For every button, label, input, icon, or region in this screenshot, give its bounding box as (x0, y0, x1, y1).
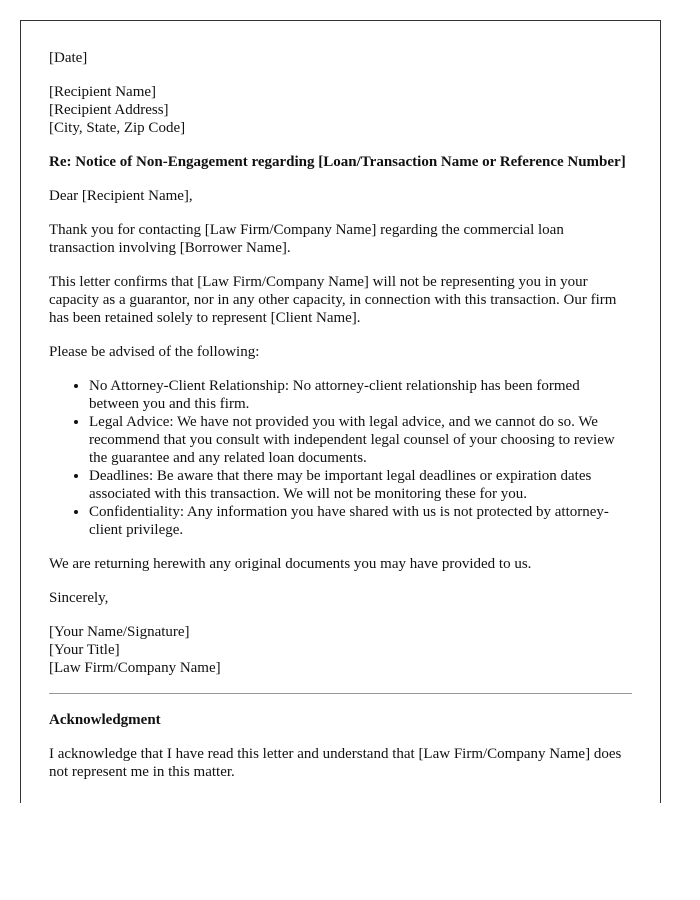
divider (49, 693, 632, 694)
closing: Sincerely, (49, 590, 109, 606)
advisory-intro: Please be advised of the following: (49, 344, 260, 360)
confirmation-paragraph: This letter confirms that [Law Firm/Company Name] will not be representing you in your capacity as a guarantor, nor in any other capacity, in connection with this transaction. Our firm has been retained solely to represent [Client Name]. (49, 274, 617, 326)
list-item: • Legal Advice: We have not provided you with legal advice, and we cannot do so. We recommend that you consult with independent legal counsel of your choosing to review the guarantee and any related loan documents. (89, 413, 632, 467)
recipient-city-state-zip: [City, State, Zip Code] (49, 120, 186, 136)
list-item: • Deadlines: Be aware that there may be important legal deadlines or expiration dates associated with this transaction. We will not be monitoring these for you. (89, 467, 632, 503)
signature-block (49, 623, 632, 677)
advisory-list (49, 377, 632, 539)
recipient-block (49, 83, 632, 137)
recipient-name: [Recipient Name] (49, 84, 157, 100)
acknowledgment-heading: Acknowledgment (49, 712, 161, 728)
recipient-address: [Recipient Address] (49, 102, 169, 118)
letter-page (20, 20, 661, 803)
salutation: Dear [Recipient Name], (49, 188, 193, 204)
returning-documents-paragraph: We are returning herewith any original documents you may have provided to us. (49, 556, 532, 572)
acknowledgment-text: I acknowledge that I have read this letter and understand that [Law Firm/Company Name] does not represent me in this matter. (49, 746, 622, 780)
subject-line: Re: Notice of Non-Engagement regarding [Loan/Transaction Name or Reference Number] (49, 154, 626, 170)
signature-title: [Your Title] (49, 642, 120, 658)
intro-paragraph: Thank you for contacting [Law Firm/Company Name] regarding the commercial loan transaction involving [Borrower Name]. (49, 222, 564, 256)
signature-name: [Your Name/Signature] (49, 624, 190, 640)
date: [Date] (49, 50, 88, 66)
list-item: • No Attorney-Client Relationship: No attorney-client relationship has been formed between you and this firm. (89, 377, 632, 413)
list-item: • Confidentiality: Any information you have shared with us is not protected by attorney-client privilege. (89, 503, 632, 539)
signature-firm: [Law Firm/Company Name] (49, 660, 221, 676)
